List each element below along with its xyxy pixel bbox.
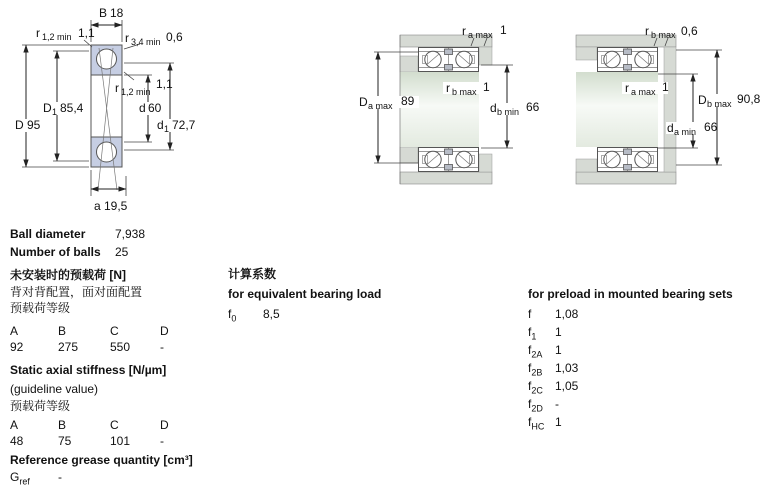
preload-col-header: C [110,324,119,338]
number-of-balls-value: 25 [115,245,129,259]
value-rb: 1 [483,80,490,94]
label-r34-top: r [125,31,129,45]
stiffness-subtitle: (guideline value) [10,382,99,396]
bearing-pair-top [419,48,479,72]
preload-value: 92 [10,340,24,354]
preload-sets-title: for preload in mounted bearing sets [528,287,733,301]
label-Da-sub: a max [368,101,393,111]
factor-symbol [528,325,536,343]
factor-value: 1,05 [555,379,579,393]
label-r12-mid: r [115,81,119,95]
ball-bottom [97,142,117,162]
factor-symbol [528,361,542,379]
value-D1: 85,4 [60,101,84,115]
label-ra-sub: a max [468,30,493,40]
factor-sym: f [528,343,532,357]
label-da-sub: a min [674,127,697,137]
value-a: 19,5 [104,199,128,213]
equiv-load-title: for equivalent bearing load [228,287,382,301]
preload-class-label: 预载荷等级 [10,301,71,315]
factor-value: 1,08 [555,307,579,321]
label-r12-top: r [36,26,40,40]
preload-unmounted-title: 未安装时的预载荷 [N] [10,268,126,282]
housing-wall-right [664,47,676,172]
value-rb: 0,6 [681,24,698,38]
label-rb-sub: b max [452,87,477,97]
stiffness-value: - [160,434,164,448]
value-D: 95 [27,118,41,132]
factor-sym: f [528,397,532,411]
f0-sub: 0 [231,313,237,324]
label-ra: r [462,24,466,38]
preload-value: 550 [110,340,131,354]
label-Db: D [698,93,707,107]
technical-drawings [0,0,769,222]
label-r12-top-sub: 1,2 min [42,32,72,42]
factor-sym: f [528,379,532,393]
shoulder [576,159,597,172]
factor-symbol [528,397,543,415]
preload-value: - [160,340,164,354]
factor-symbol [528,415,544,433]
factor-value: - [555,397,559,411]
label-D1: D [43,101,52,115]
factor-sym: f [528,307,532,321]
value-da: 66 [704,120,718,134]
label-ra: r [625,81,629,95]
preload-col-header: B [58,324,67,338]
stiffness-class-label: 预载荷等级 [10,399,71,413]
preload-value: 275 [58,340,79,354]
label-db-sub: b min [497,107,520,117]
factor-value: 1 [555,343,562,357]
preload-unmounted-subtitle: 背对背配置，面对面配置 [10,285,143,299]
stiffness-value: 101 [110,434,131,448]
factor-value: 1 [555,325,562,339]
label-db: d [490,101,497,115]
shoulder [576,47,597,60]
bearing-pair-bottom [419,148,479,172]
factor-sub: 1 [531,331,537,342]
label-ra-sub: a max [631,87,656,97]
factor-sub: 2D [531,403,543,414]
diagram-mounted-pair-shaft [357,23,540,184]
value-d1: 72,7 [172,118,196,132]
factor-symbol [528,307,531,325]
stiffness-col-header: B [58,418,67,432]
ball-diameter-label: Ball diameter [10,227,86,241]
grease-symbol [10,470,30,488]
value-r12-top: 1,1 [78,26,95,40]
factor-sub: 2B [531,367,543,378]
f0-value: 8,5 [263,307,280,321]
label-D1-sub: 1 [52,107,58,117]
preload-col-header: D [160,324,169,338]
label-da: d [667,121,674,135]
stiffness-col-header: A [10,418,19,432]
label-rb: r [645,24,649,38]
value-db: 66 [526,100,540,114]
factor-sym: f [528,325,532,339]
housing-bar-bottom [400,172,492,184]
factor-value: 1,03 [555,361,579,375]
value-r34-top: 0,6 [166,30,183,44]
value-d: 60 [148,101,162,115]
label-d1-sub: 1 [164,124,170,134]
factor-symbol [528,379,543,397]
stiffness-col-header: C [110,418,119,432]
bearing-pair-top [598,48,658,72]
label-rb-sub: b max [651,30,676,40]
label-d: d [139,101,146,115]
diagram-mounted-pair-housing [576,24,761,184]
stiffness-title: Static axial stiffness [N/µm] [10,363,167,377]
label-Db-sub: b max [707,99,732,109]
value-B: 18 [110,6,124,20]
label-rb: r [446,81,450,95]
grease-sym-sub: ref [19,476,30,487]
label-B: B [99,6,108,20]
factor-sub: HC [531,421,545,432]
number-of-balls-label: Number of balls [10,245,101,259]
shoulder [400,56,418,72]
factor-symbol [528,343,542,361]
stiffness-col-header: D [160,418,169,432]
shoulder [400,147,418,163]
factor-sym: f [528,361,532,375]
value-Db: 90,8 [737,92,761,106]
f0-symbol [228,307,236,325]
label-r34-top-sub: 3,4 min [131,37,161,47]
grease-sym: G [10,470,20,484]
label-d1: d [157,118,164,132]
bearing-pair-bottom [598,148,658,172]
housing-bar-bottom [576,172,676,184]
factor-sym: f [528,415,532,429]
shoulder [479,154,492,172]
label-r12-mid-sub: 1,2 min [121,87,151,97]
label-Da: D [359,95,368,109]
factor-sub: 2A [531,349,543,360]
value-Da: 89 [401,94,415,108]
factor-sub: 2C [531,385,543,396]
value-r12-mid: 1,1 [156,77,173,91]
diagram-bearing-cross-section [12,6,196,213]
calc-factors-title: 计算系数 [228,267,277,281]
value-ra: 1 [662,80,669,94]
label-a: a [94,199,101,213]
label-D: D [15,118,24,132]
factor-value: 1 [555,415,562,429]
stiffness-value: 48 [10,434,24,448]
grease-title: Reference grease quantity [cm³] [10,453,193,467]
ball-diameter-value: 7,938 [115,227,146,241]
f0-sym: f [228,307,232,321]
stiffness-value: 75 [58,434,72,448]
grease-value: - [58,470,62,484]
shoulder [479,47,492,65]
value-ra: 1 [500,23,507,37]
preload-col-header: A [10,324,19,338]
